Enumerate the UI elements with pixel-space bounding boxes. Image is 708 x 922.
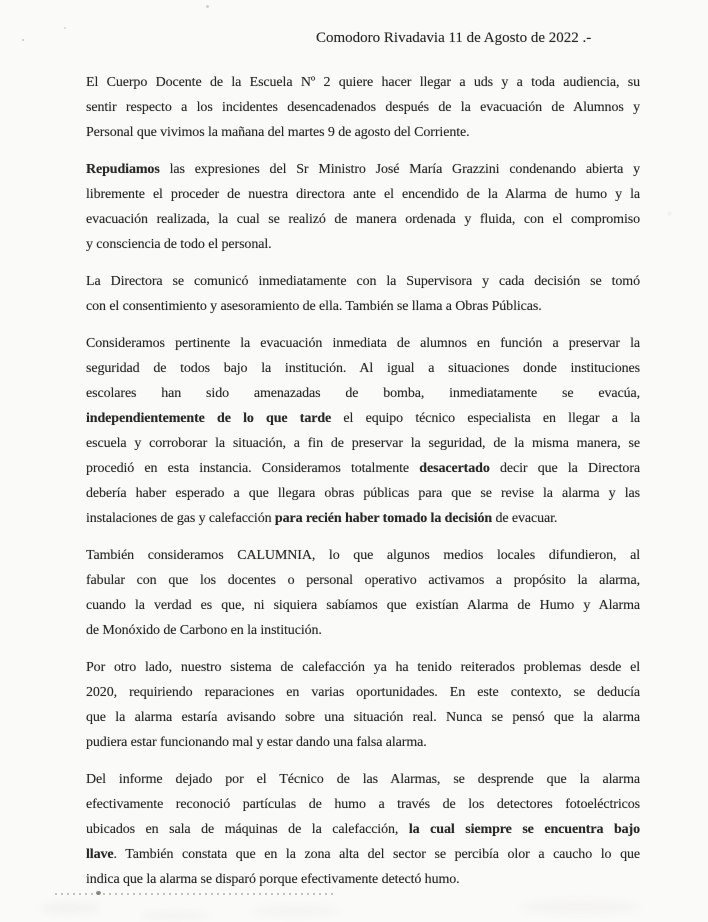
scan-smudge (40, 902, 100, 914)
text-segment: Del informe dejado por el Técnico de las Alarmas, se desprende que la alarma (86, 772, 640, 787)
text-line (86, 705, 640, 730)
bold-text-segment: independientemente de lo que tarde (86, 411, 332, 426)
text-line (86, 481, 640, 506)
text-segment: También consideramos CALUMNIA, lo que algunos medios locales difundieron, al (86, 548, 640, 563)
document-body (86, 70, 640, 904)
text-line (86, 294, 640, 319)
text-line (86, 406, 640, 431)
date-line: Comodoro Rivadavia 11 de Agosto de 2022 .- (316, 30, 592, 46)
text-line (86, 730, 640, 755)
text-line (86, 269, 640, 294)
text-segment: Consideramos pertinente la evacuación inmediata de alumnos en función a preservar la (86, 336, 640, 351)
text-segment: Por otro lado, nuestro sistema de calefacción ya ha tenido reiterados problemas desde el (86, 660, 640, 675)
text-line (86, 157, 640, 182)
text-segment: instalaciones de gas y calefacción (86, 511, 275, 526)
text-line (86, 680, 640, 705)
bold-text-segment: Repudiamos (86, 162, 160, 177)
text-segment: ubicados en sala de máquinas de la calefacción, (86, 822, 409, 837)
text-segment: sentir respecto a los incidentes desencadenados después de la evacuación de Alumnos y (86, 100, 640, 115)
text-segment: pudiera estar funcionando mal y estar dando una falsa alarma. (86, 735, 427, 750)
text-segment: de Monóxido de Carbono en la institución. (86, 623, 322, 638)
text-line (86, 207, 640, 232)
text-segment: y consciencia de todo el personal. (86, 237, 272, 252)
scan-speck (206, 5, 209, 8)
scan-smudge (250, 906, 340, 916)
text-segment: indica que la alarma se disparó porque efectivamente detectó humo. (86, 872, 460, 887)
text-line (86, 506, 640, 531)
text-line (86, 867, 640, 892)
text-segment: Personal que vivimos la mañana del martes 9 de agosto del Corriente. (86, 125, 470, 140)
text-segment: decir que la Directora (489, 461, 640, 476)
text-segment: procedió en esta instancia. Consideramos totalmente (86, 461, 420, 476)
text-line (86, 95, 640, 120)
text-line (86, 70, 640, 95)
text-segment: seguridad de todos bajo la institución. Al igual a situaciones donde instituciones (86, 361, 640, 376)
text-segment: con el consentimiento y asesoramiento de ella. También se llama a Obras Públicas. (86, 299, 542, 314)
text-line (86, 331, 640, 356)
text-line (86, 842, 640, 867)
text-segment: efectivamente reconoció partículas de humo a través de los detectores fotoeléctricos (86, 797, 640, 812)
text-line (86, 767, 640, 792)
paragraph (86, 70, 640, 145)
scan-speck (668, 212, 671, 215)
text-segment: . También constata que en la zona alta del sector se percibía olor a caucho lo que (113, 847, 640, 862)
text-segment: escolares han sido amenazadas de bomba, inmediatamente se evacúa, (86, 386, 640, 401)
text-line (86, 568, 640, 593)
text-segment: que la alarma estaría avisando sobre una situación real. Nunca se pensó que la alarma (86, 710, 640, 725)
scan-speck (22, 39, 24, 41)
text-segment: La Directora se comunicó inmediatamente con la Supervisora y cada decisión se tomó (86, 274, 640, 289)
text-line (86, 593, 640, 618)
text-line (86, 120, 640, 145)
text-line (86, 182, 640, 207)
text-segment: libremente el proceder de nuestra directora ante el encendido de la Alarma de humo y la (86, 187, 640, 202)
scan-smudge (520, 900, 640, 914)
text-line (86, 817, 640, 842)
text-segment: escuela y corroborar la situación, a fin de preservar la seguridad, de la misma manera, se (86, 436, 640, 451)
text-line (86, 431, 640, 456)
text-line (86, 792, 640, 817)
bold-text-segment: llave (86, 847, 114, 862)
text-segment: El Cuerpo Docente de la Escuela Nº 2 quiere hacer llegar a uds y a toda audiencia, su (86, 75, 640, 90)
text-line (86, 381, 640, 406)
text-segment: de evacuar. (492, 511, 558, 526)
text-segment: cuando la verdad es que, ni siquiera sabíamos que existían Alarma de Humo y Alarma (86, 598, 640, 613)
text-segment: evacuación realizada, la cual se realizó de manera ordenada y fluida, con el compromiso (86, 212, 640, 227)
bold-text-segment: desacertado (419, 461, 490, 476)
text-segment: las expresiones del Sr Ministro José María Grazzini condenando abierta y (159, 162, 640, 177)
paragraph (86, 331, 640, 531)
text-line (86, 618, 640, 643)
text-line (86, 456, 640, 481)
bold-text-segment: la cual siempre se encuentra bajo (408, 822, 640, 837)
text-segment: fabular con que los docentes o personal operativo activamos a propósito la alarma, (86, 573, 640, 588)
bold-text-segment: para recién haber tomado la decisión (274, 511, 493, 526)
paragraph (86, 157, 640, 257)
paragraph (86, 269, 640, 319)
paragraph (86, 655, 640, 755)
paragraph (86, 543, 640, 643)
scan-smudge (140, 912, 210, 920)
text-line (86, 543, 640, 568)
text-segment: 2020, requiriendo reparaciones en varias oportunidades. En este contexto, se deducía (86, 685, 640, 700)
text-line (86, 232, 640, 257)
text-line (86, 655, 640, 680)
text-segment: debería haber esperado a que llegara obras públicas para que se revise la alarma y las (86, 486, 640, 501)
paragraph (86, 767, 640, 892)
text-segment: el equipo técnico especialista en llegar a la (331, 411, 640, 426)
text-line (86, 356, 640, 381)
scan-speck (96, 891, 101, 895)
scan-speck (64, 27, 66, 29)
